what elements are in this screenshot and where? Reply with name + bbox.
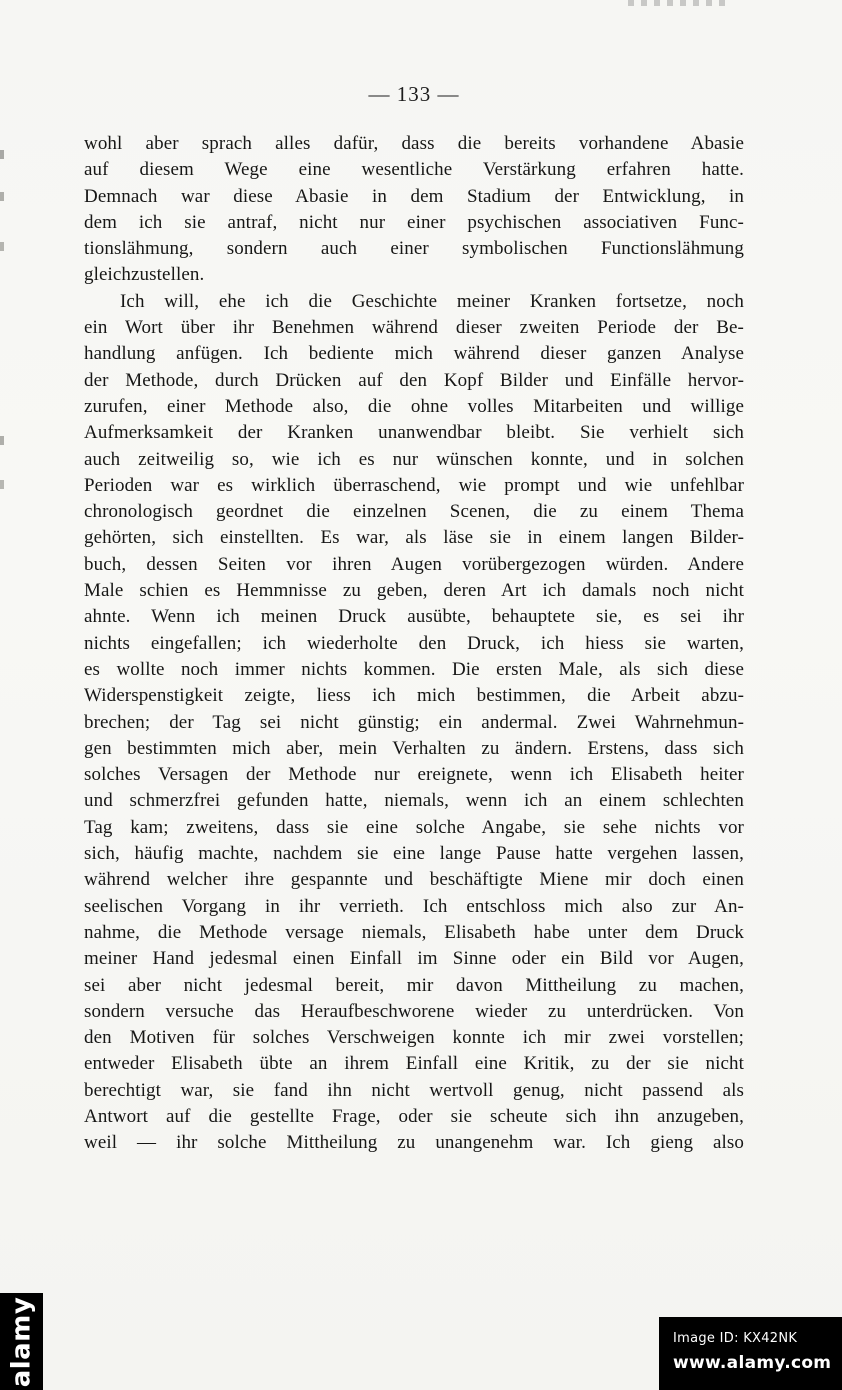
text-line: sondern versuche das Heraufbeschworene wieder zu unterdrücken. Von [84,1000,744,1022]
text-line: nahme, die Methode versage niemals, Elisabeth habe unter dem Druck [84,921,744,943]
text-line: sei aber nicht jedesmal bereit, mir davon Mittheilung zu machen, [84,974,744,996]
text-block [84,131,744,1157]
text-line: weil — ihr solche Mittheilung zu unangenehm war. Ich gieng also [84,1132,744,1154]
alamy-watermark-box [659,1317,842,1390]
text-line: solches Versagen der Methode nur ereignete, wenn ich Elisabeth heiter [84,764,744,786]
alamy-logo: alamy [6,1296,37,1387]
text-line: Male schien es Hemmnisse zu geben, deren Art ich damals noch nicht [84,580,744,602]
text-line: Widerspenstigkeit zeigte, liess ich mich bestimmen, die Arbeit abzu- [84,685,744,707]
text-line: es wollte noch immer nichts kommen. Die ersten Male, als sich diese [84,658,744,680]
image-id-text: Image ID: KX42NK [673,1331,798,1346]
text-line: ahnte. Wenn ich meinen Druck ausübte, behauptete sie, es sei ihr [84,606,744,628]
text-line: Aufmerksamkeit der Kranken unanwendbar bleibt. Sie verhielt sich [84,422,744,444]
text-line: auf diesem Wege eine wesentliche Verstärkung erfahren hatte. [84,159,744,181]
text-line: meiner Hand jedesmal einen Einfall im Sinne oder ein Bild vor Augen, [84,948,744,970]
text-line: der Methode, durch Drücken auf den Kopf Bilder und Einfälle hervor- [84,369,744,391]
text-line: Perioden war es wirklich überraschend, wie prompt und wie unfehlbar [84,474,744,496]
page-number: — 133 — [368,82,460,106]
text-line: entweder Elisabeth übte an ihrem Einfall eine Kritik, zu der sie nicht [84,1053,744,1075]
text-line: tionslähmung, sondern auch einer symbolischen Functionslähmung [84,238,744,260]
text-line: gen bestimmten mich aber, mein Verhalten zu ändern. Erstens, dass sich [84,737,744,759]
text-line: und schmerzfrei gefunden hatte, niemals, wenn ich an einem schlechten [84,790,744,812]
binding-edge-specks [0,150,4,159]
text-line: buch, dessen Seiten vor ihren Augen vorübergezogen würden. Andere [84,553,744,575]
text-line: Tag kam; zweitens, dass sie eine solche Angabe, sie sehe nichts vor [84,816,744,838]
text-line: Antwort auf die gestellte Frage, oder sie scheute sich ihn anzugeben, [84,1105,744,1127]
text-line: berechtigt war, sie fand ihn nicht wertvoll genug, nicht passend als [84,1079,744,1101]
text-line: chronologisch geordnet die einzelnen Scenen, die zu einem Thema [84,501,744,523]
text-line: gleichzustellen. [84,264,205,286]
page-edge-artifact [628,0,732,6]
alamy-watermark-strip [0,1293,43,1390]
text-line: Ich will, ehe ich die Geschichte meiner Kranken fortsetze, noch [120,290,744,312]
text-line: dem ich sie antraf, nicht nur einer psychischen associativen Func- [84,211,744,233]
text-line: zurufen, einer Methode also, die ohne volles Mitarbeiten und willige [84,395,744,417]
text-line: brechen; der Tag sei nicht günstig; ein andermal. Zwei Wahrnehmun- [84,711,744,733]
text-line: Demnach war diese Abasie in dem Stadium der Entwicklung, in [84,185,744,207]
text-line: auch zeitweilig so, wie ich es nur wünschen konnte, und in solchen [84,448,744,470]
text-line: handlung anfügen. Ich bediente mich während dieser ganzen Analyse [84,343,744,365]
text-line: seelischen Vorgang in ihr verrieth. Ich entschloss mich also zur An- [84,895,744,917]
text-line: während welcher ihre gespannte und beschäftigte Miene mir doch einen [84,869,744,891]
text-line: sich, häufig machte, nachdem sie eine lange Pause hatte vergehen lassen, [84,843,744,865]
text-line: den Motiven für solches Verschweigen konnte ich mir zwei vorstellen; [84,1027,744,1049]
text-line: ein Wort über ihr Benehmen während dieser zweiten Periode der Be- [84,317,744,339]
text-line: nichts eingefallen; ich wiederholte den Druck, ich hiess sie warten, [84,632,744,654]
alamy-url-text: www.alamy.com [673,1353,832,1373]
text-line: gehörten, sich einstellten. Es war, als läse sie in einem langen Bilder- [84,527,744,549]
text-line: wohl aber sprach alles dafür, dass die bereits vorhandene Abasie [84,133,744,154]
